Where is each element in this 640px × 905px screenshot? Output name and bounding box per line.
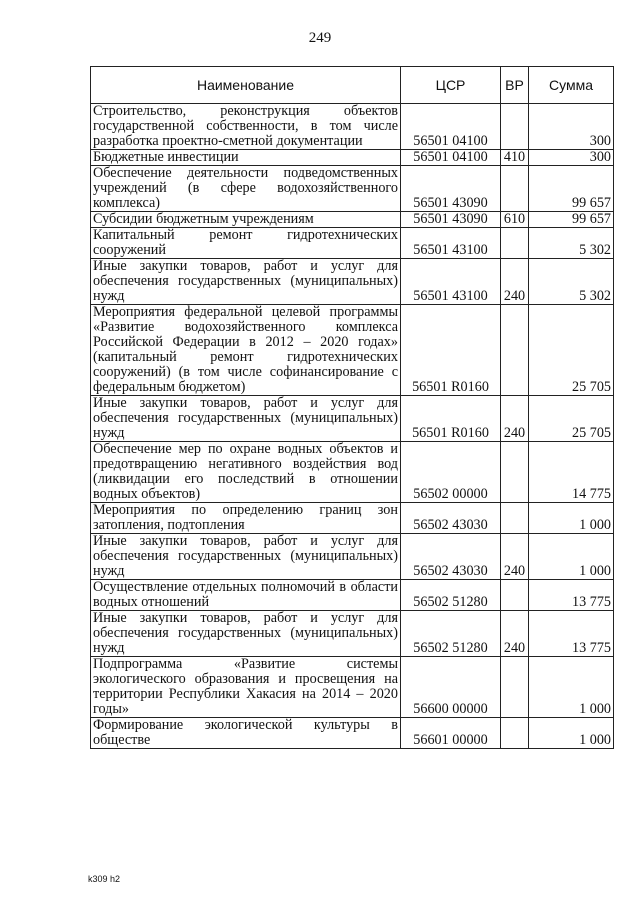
cell-vr	[501, 104, 529, 150]
table-row	[91, 166, 614, 212]
header-csr: ЦСР	[401, 67, 501, 104]
cell-vr: 240	[501, 534, 529, 580]
cell-sum: 300	[529, 150, 614, 166]
cell-name: Мероприятия по определению границ зон затопления, подтопления	[91, 503, 401, 534]
cell-vr: 240	[501, 259, 529, 305]
cell-csr: 56501 04100	[401, 150, 501, 166]
cell-csr: 56501 04100	[401, 104, 501, 150]
cell-sum: 1 000	[529, 718, 614, 749]
cell-csr: 56501 43100	[401, 259, 501, 305]
cell-vr: 240	[501, 396, 529, 442]
cell-vr	[501, 228, 529, 259]
cell-vr: 240	[501, 611, 529, 657]
table-row	[91, 259, 614, 305]
table-row	[91, 534, 614, 580]
cell-csr: 56601 00000	[401, 718, 501, 749]
cell-csr: 56501 43090	[401, 166, 501, 212]
cell-name: Иные закупки товаров, работ и услуг для обеспечения государственных (муниципальных) нужд	[91, 259, 401, 305]
cell-sum: 300	[529, 104, 614, 150]
cell-csr: 56501 43090	[401, 212, 501, 228]
cell-vr	[501, 580, 529, 611]
table-row	[91, 150, 614, 166]
cell-vr: 610	[501, 212, 529, 228]
table-body	[91, 104, 614, 749]
page-number: 249	[308, 30, 332, 46]
cell-vr: 410	[501, 150, 529, 166]
cell-name: Обеспечение мер по охране водных объектов и предотвращению негативного воздействия вод (ликвидации его последствий в отношении водных объектов)	[91, 442, 401, 503]
cell-vr	[501, 503, 529, 534]
cell-vr	[501, 718, 529, 749]
cell-csr: 56501 43100	[401, 228, 501, 259]
cell-name: Обеспечение деятельности подведомственных учреждений (в сфере водохозяйственного комплекса)	[91, 166, 401, 212]
table-row	[91, 580, 614, 611]
cell-name: Иные закупки товаров, работ и услуг для обеспечения государственных (муниципальных) нужд	[91, 534, 401, 580]
cell-name: Иные закупки товаров, работ и услуг для обеспечения государственных (муниципальных) нужд	[91, 396, 401, 442]
cell-csr: 56502 43030	[401, 503, 501, 534]
cell-sum: 13 775	[529, 611, 614, 657]
footer-code: k309 h2	[88, 874, 121, 884]
cell-vr	[501, 305, 529, 396]
cell-csr: 56502 51280	[401, 580, 501, 611]
table-row	[91, 396, 614, 442]
cell-csr: 56502 51280	[401, 611, 501, 657]
cell-name: Осуществление отдельных полномочий в области водных отношений	[91, 580, 401, 611]
cell-sum: 1 000	[529, 657, 614, 718]
cell-vr	[501, 442, 529, 503]
cell-csr: 56501 R0160	[401, 396, 501, 442]
cell-sum: 14 775	[529, 442, 614, 503]
table-header	[91, 67, 614, 104]
table-row	[91, 611, 614, 657]
cell-name: Мероприятия федеральной целевой программы «Развитие водохозяйственного комплекса Российской Федерации в 2012 – 2020 годах» (капитальный ремонт гидротехнических сооружений) (в том числе софинансирование с федеральным бюджетом)	[91, 305, 401, 396]
cell-sum: 1 000	[529, 503, 614, 534]
cell-name: Подпрограмма «Развитие системы экологического образования и просвещения на территории Республики Хакасия на 2014 – 2020 годы»	[91, 657, 401, 718]
cell-sum: 99 657	[529, 212, 614, 228]
cell-csr: 56501 R0160	[401, 305, 501, 396]
table-row	[91, 228, 614, 259]
cell-name: Формирование экологической культуры в обществе	[91, 718, 401, 749]
cell-vr	[501, 166, 529, 212]
header-sum: Сумма	[529, 67, 614, 104]
cell-name: Иные закупки товаров, работ и услуг для обеспечения государственных (муниципальных) нужд	[91, 611, 401, 657]
cell-sum: 99 657	[529, 166, 614, 212]
cell-sum: 5 302	[529, 259, 614, 305]
cell-sum: 13 775	[529, 580, 614, 611]
header-name: Наименование	[91, 67, 401, 104]
cell-sum: 1 000	[529, 534, 614, 580]
table-row	[91, 442, 614, 503]
table-row	[91, 718, 614, 749]
cell-name: Субсидии бюджетным учреждениям	[91, 212, 401, 228]
header-vr: ВР	[501, 67, 529, 104]
table-row	[91, 657, 614, 718]
table-row	[91, 305, 614, 396]
cell-csr: 56502 00000	[401, 442, 501, 503]
table-row	[91, 104, 614, 150]
cell-sum: 25 705	[529, 396, 614, 442]
cell-name: Капитальный ремонт гидротехнических сооружений	[91, 228, 401, 259]
cell-vr	[501, 657, 529, 718]
cell-csr: 56502 43030	[401, 534, 501, 580]
cell-csr: 56600 00000	[401, 657, 501, 718]
table-row	[91, 503, 614, 534]
table-row	[91, 212, 614, 228]
header-row	[91, 67, 614, 104]
cell-name: Строительство, реконструкция объектов государственной собственности, в том числе разработка проектно-сметной документации	[91, 104, 401, 150]
cell-sum: 5 302	[529, 228, 614, 259]
cell-sum: 25 705	[529, 305, 614, 396]
budget-table	[90, 66, 614, 749]
cell-name: Бюджетные инвестиции	[91, 150, 401, 166]
